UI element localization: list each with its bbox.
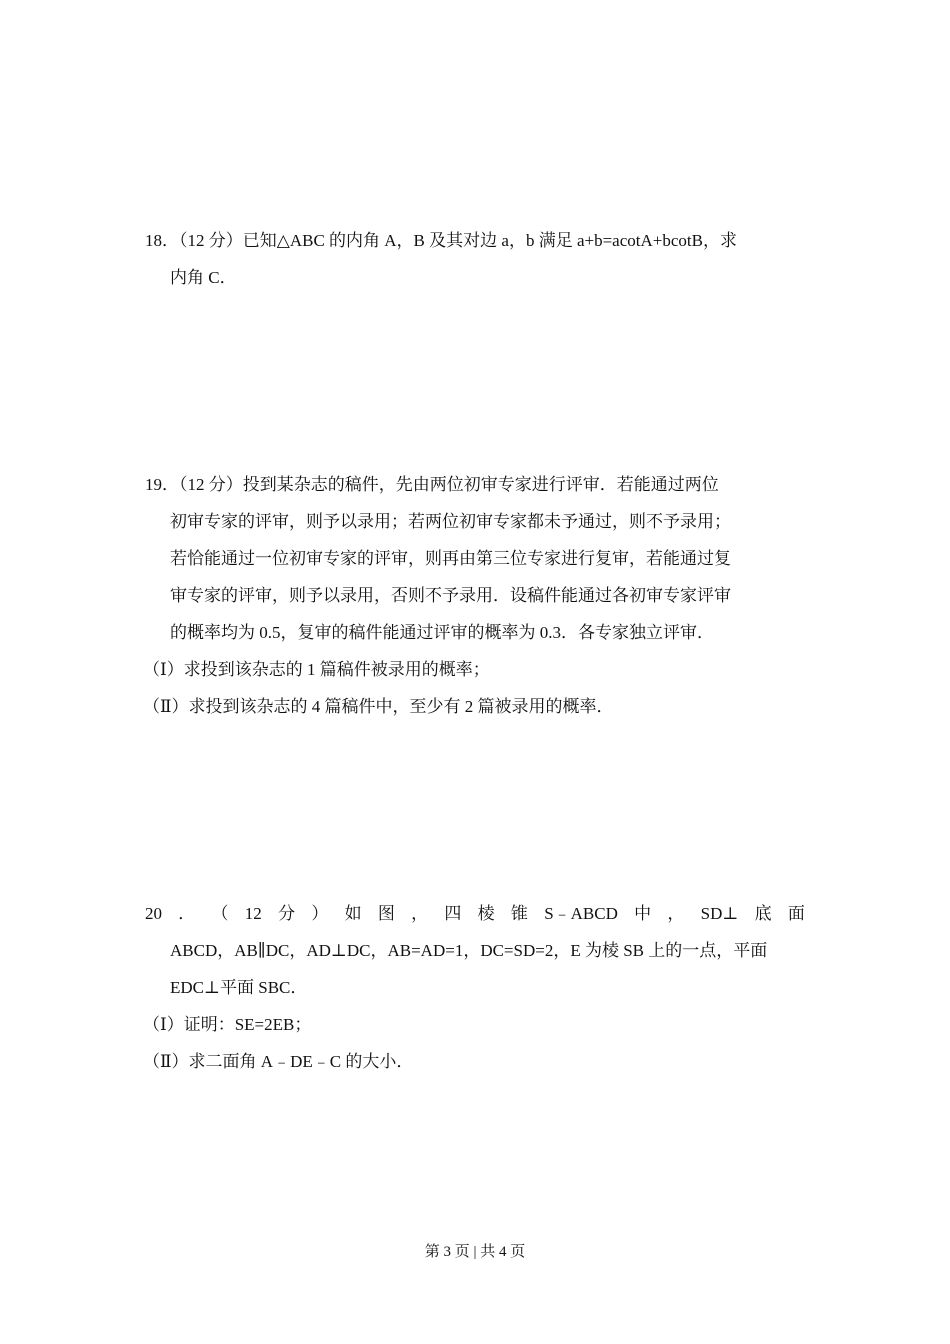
problem-20-token: 图 xyxy=(377,904,395,923)
problem-20-token: 如 xyxy=(344,904,362,923)
problem-20-token: 棱 xyxy=(477,904,495,923)
problem-18-line-1: 18．（12 分）已知△ABC 的内角 A，B 及其对边 a，b 满足 a+b=acotA+bcotB，求 xyxy=(145,231,737,250)
problem-20-token: ） xyxy=(311,904,329,923)
problem-19-line-2: 初审专家的评审，则予以录用；若两位初审专家都未予通过，则不予录用； xyxy=(170,512,731,531)
problem-20 xyxy=(145,895,805,1080)
problem-20-token: 锥 xyxy=(510,904,528,923)
problem-20-line-2: ABCD，AB∥DC，AD⊥DC，AB=AD=1，DC=SD=2，E 为棱 SB 上的一点，平面 xyxy=(170,941,768,960)
problem-19-line-3: 若恰能通过一位初审专家的评审，则再由第三位专家进行复审，若能通过复 xyxy=(170,549,731,568)
problem-19-line-4: 审专家的评审，则予以录用，否则不予录用．设稿件能通过各初审专家评审 xyxy=(170,586,731,605)
problem-20-token: 20 xyxy=(145,904,162,923)
problem-20-token: 四 xyxy=(444,904,462,923)
problem-20-part-2: （Ⅱ）求二面角 A﹣DE﹣C 的大小． xyxy=(143,1052,414,1071)
problem-20-token: 底 xyxy=(754,904,772,923)
problem-18 xyxy=(145,222,805,296)
problem-20-token: ， xyxy=(667,904,685,923)
problem-19-line-5: 的概率均为 0.5，复审的稿件能通过评审的概率为 0.3．各专家独立评审． xyxy=(170,623,714,642)
problem-20-token: 面 xyxy=(787,904,805,923)
problem-20-part-1: （Ⅰ）证明：SE=2EB； xyxy=(143,1015,312,1034)
problem-20-token: 分 xyxy=(278,904,296,923)
problem-20-line-1 xyxy=(145,895,805,932)
problem-19-part-1: （Ⅰ）求投到该杂志的 1 篇稿件被录用的概率； xyxy=(143,660,490,679)
problem-20-token: 12 xyxy=(244,904,262,923)
problem-20-token: S﹣ABCD xyxy=(544,904,618,923)
problem-20-token: SD⊥ xyxy=(700,904,739,923)
page-footer: 第 3 页 | 共 4 页 xyxy=(424,1244,526,1260)
problem-18-line-2: 内角 C． xyxy=(170,268,237,287)
problem-19-part-2: （Ⅱ）求投到该杂志的 4 篇稿件中，至少有 2 篇被录用的概率． xyxy=(143,697,614,716)
problem-20-token: ， xyxy=(411,904,429,923)
problem-19 xyxy=(145,466,805,725)
problem-20-token: 中 xyxy=(634,904,652,923)
problem-19-line-1: 19．（12 分）投到某杂志的稿件，先由两位初审专家进行评审．若能通过两位 xyxy=(145,475,719,494)
problem-20-line-3: EDC⊥平面 SBC． xyxy=(170,978,308,997)
problem-20-token: （ xyxy=(211,904,229,923)
problem-20-token: ． xyxy=(178,904,196,923)
